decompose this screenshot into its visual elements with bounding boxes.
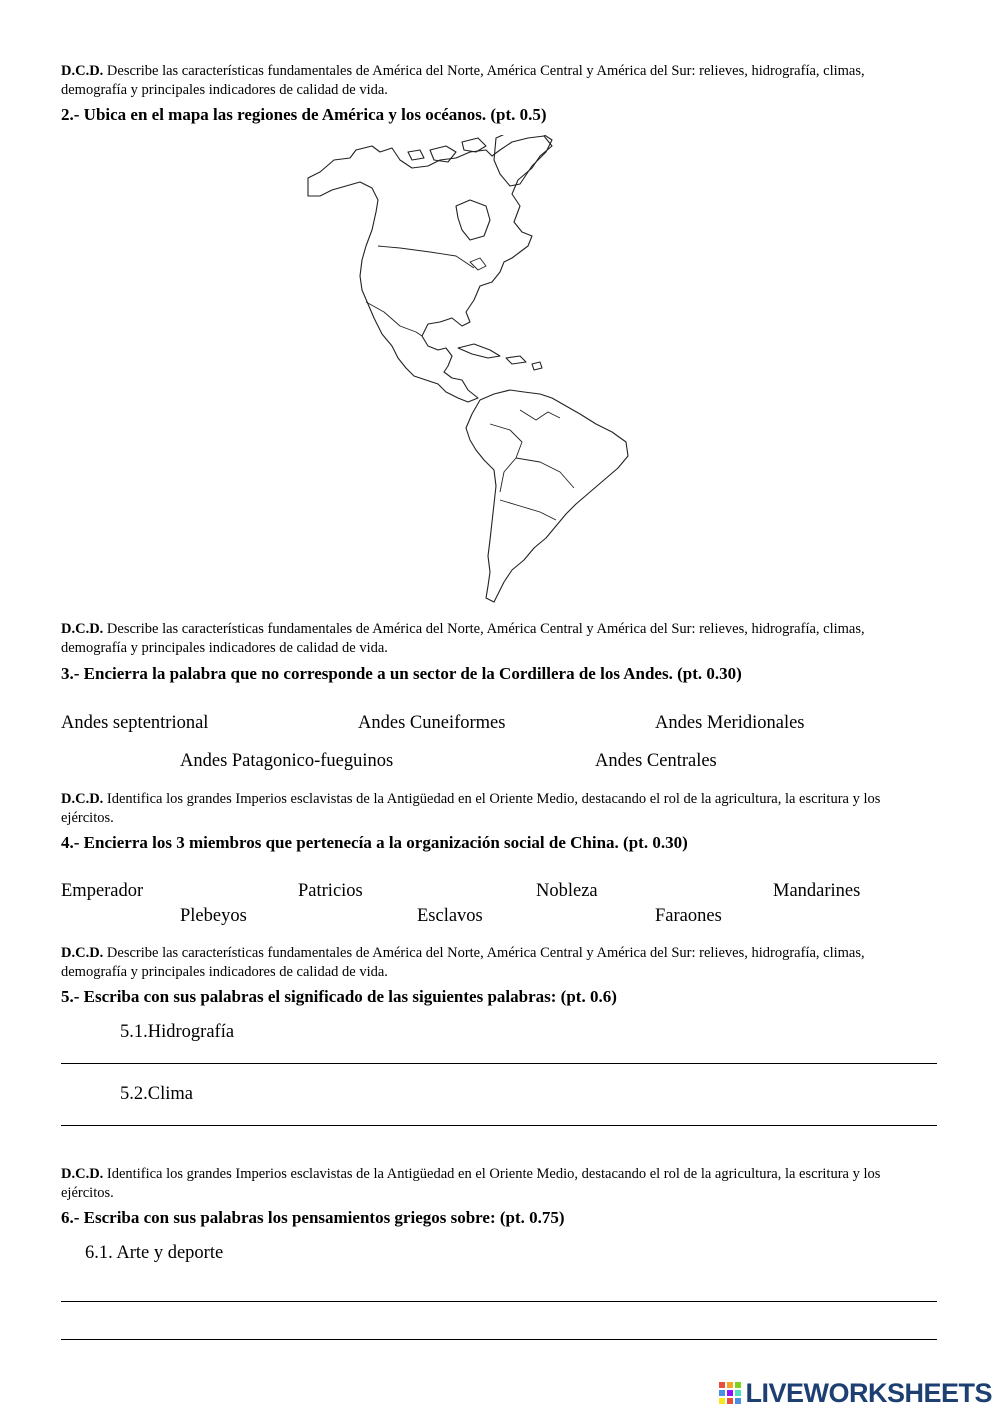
north-america-outline — [308, 136, 552, 402]
word-option[interactable]: Andes Meridionales — [655, 713, 805, 733]
dcd-standard: D.C.D. Describe las características fundamentales de América del Norte, América Central y América del Sur: relieves, hidrografía, climas, demografía y principales indicadores de calidad de vida. — [61, 621, 865, 656]
answer-line[interactable] — [61, 1125, 937, 1126]
word-option[interactable]: Andes Patagonico-fueguinos — [180, 751, 394, 771]
answer-line[interactable] — [61, 1339, 937, 1340]
dcd-standard: D.C.D. Identifica los grandes Imperios esclavistas de la Antigüedad en el Oriente Medio, destacando el rol de la agricultura, la escritura y los ejércitos. — [61, 791, 881, 826]
item-label: 5.1.Hidrografía — [120, 1022, 235, 1042]
dcd-standard: D.C.D. Describe las características fundamentales de América del Norte, América Central y América del Sur: relieves, hidrografía, climas, demografía y principales indicadores de calidad de vida. — [61, 945, 865, 980]
liveworksheets-logo — [719, 1378, 992, 1408]
item-label: 5.2.Clima — [120, 1084, 193, 1104]
word-option[interactable]: Nobleza — [536, 881, 598, 901]
word-option[interactable]: Plebeyos — [180, 906, 247, 926]
word-option[interactable]: Emperador — [61, 881, 144, 901]
americas-map[interactable] — [300, 135, 635, 605]
item-label: 6.1. Arte y deporte — [85, 1243, 224, 1263]
answer-line[interactable] — [61, 1063, 937, 1064]
dcd-standard: D.C.D. Describe las características fundamentales de América del Norte, América Central y América del Sur: relieves, hidrografía, climas, demografía y principales indicadores de calidad de vida. — [61, 63, 865, 98]
question-5: 5.- Escriba con sus palabras el significado de las siguientes palabras: (pt. 0.6) — [61, 987, 617, 1006]
dcd-standard: D.C.D. Identifica los grandes Imperios esclavistas de la Antigüedad en el Oriente Medio, destacando el rol de la agricultura, la escritura y los ejércitos. — [61, 1166, 881, 1201]
answer-line[interactable] — [61, 1301, 937, 1302]
question-3: 3.- Encierra la palabra que no corresponde a un sector de la Cordillera de los Andes. (pt. 0.30) — [61, 664, 742, 683]
word-option[interactable]: Andes Cuneiformes — [358, 713, 506, 733]
south-america-outline — [466, 390, 628, 602]
word-option[interactable]: Faraones — [655, 906, 722, 926]
logo-icon — [719, 1382, 741, 1404]
brand-name: LIVEWORKSHEETS — [745, 1377, 992, 1408]
question-2: 2.- Ubica en el mapa las regiones de América y los océanos. (pt. 0.5) — [61, 105, 547, 124]
word-option[interactable]: Esclavos — [417, 906, 483, 926]
word-option[interactable]: Mandarines — [773, 881, 861, 901]
word-option[interactable]: Andes septentrional — [61, 713, 209, 733]
question-6: 6.- Escriba con sus palabras los pensamientos griegos sobre: (pt. 0.75) — [61, 1208, 565, 1227]
word-option[interactable]: Patricios — [298, 881, 363, 901]
question-4: 4.- Encierra los 3 miembros que pertenecía a la organización social de China. (pt. 0.30) — [61, 833, 688, 852]
word-option[interactable]: Andes Centrales — [595, 751, 717, 771]
